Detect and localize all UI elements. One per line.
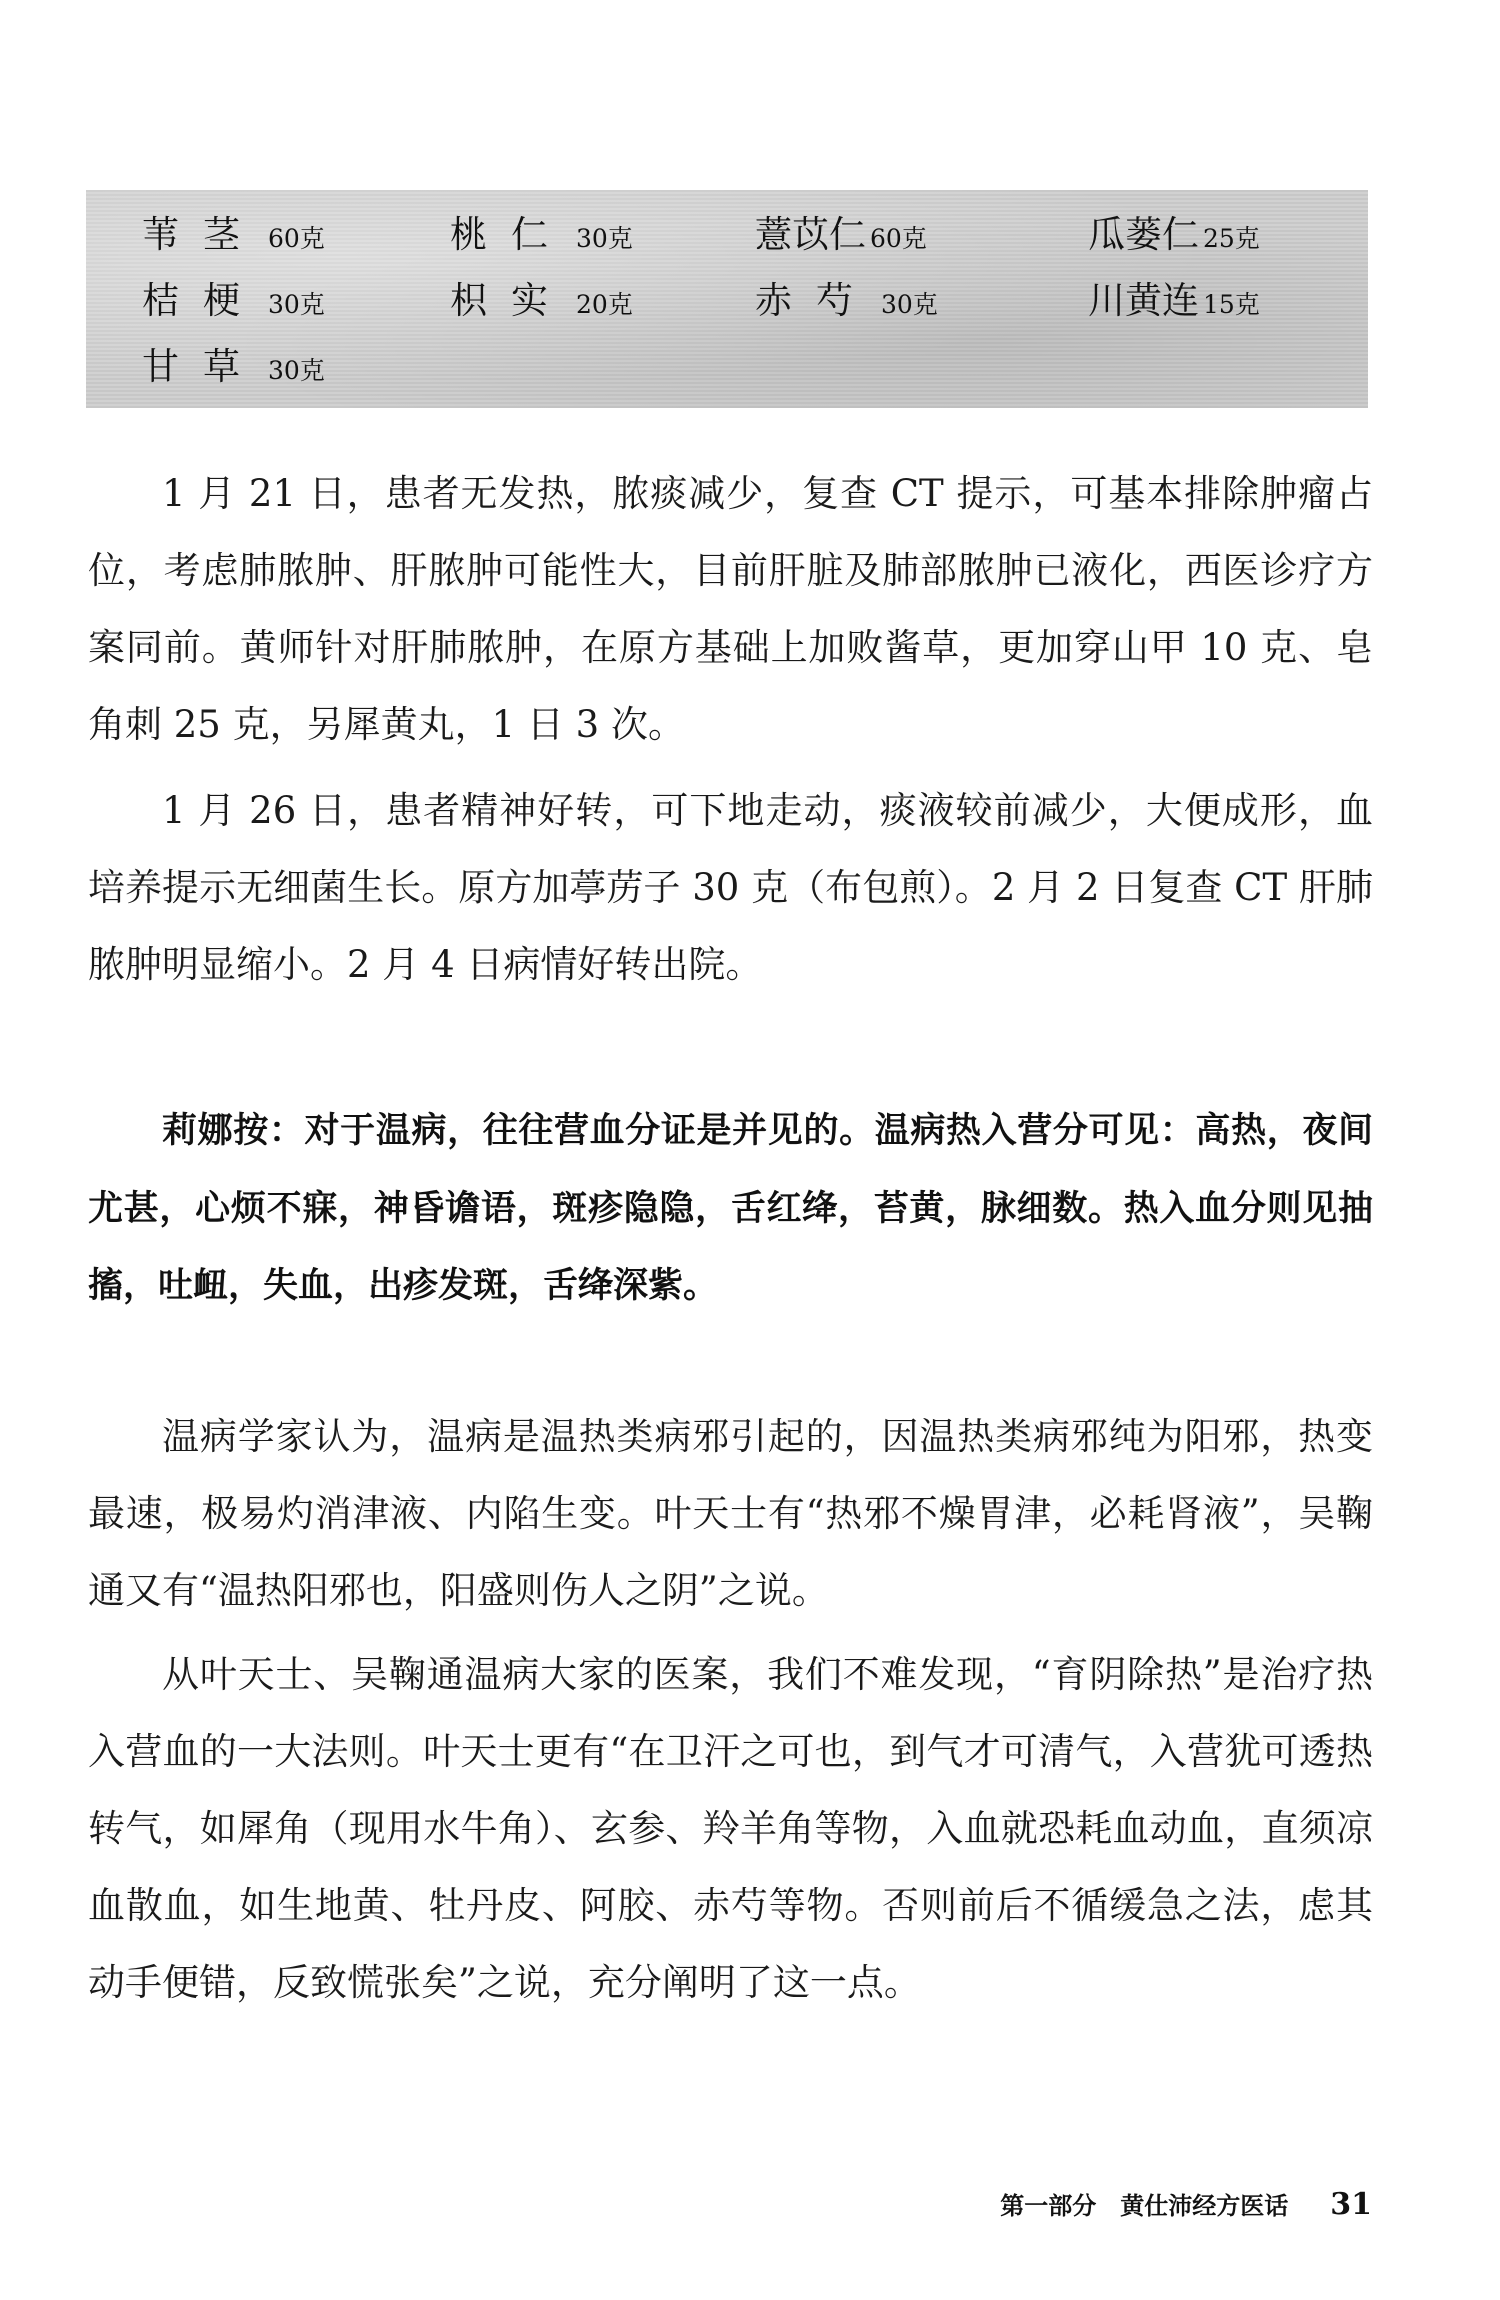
herb-name: 川黄连: [1088, 279, 1199, 322]
herb-dose: 30克: [576, 224, 633, 253]
running-footer-title: 第一部分 黄仕沛经方医话: [1000, 2192, 1289, 2220]
herb-name: 赤芍: [755, 279, 877, 322]
herb-dose: 60克: [870, 224, 927, 253]
commentary-note: [88, 1092, 1373, 1324]
herb-name: 薏苡仁: [755, 213, 866, 256]
page-number: 31: [1330, 2187, 1372, 2222]
herb-item: [142, 336, 450, 402]
prescription-box: [86, 190, 1368, 408]
herb-dose: 15克: [1203, 290, 1260, 319]
herb-item: [142, 204, 450, 270]
herb-name: 苇茎: [142, 213, 264, 256]
commentary-text: 对于温病，往往营血分证是并见的。温病热入营分可见：高热，夜间尤甚，心烦不寐，神昏谵语，斑疹隐隐，舌红绛，苔黄，脉细数。热入血分则见抽搐，吐衄，失血，出疹发斑，舌绛深紫。: [88, 1110, 1373, 1306]
herb-name: 桃仁: [450, 213, 572, 256]
herb-item: [142, 270, 450, 336]
herb-name: 瓜蒌仁: [1088, 213, 1199, 256]
paragraph-nourish-yin-principle: 从叶天士、吴鞠通温病大家的医案，我们不难发现，“育阴除热”是治疗热入营血的一大法则。叶天士更有“在卫汗之可也，到气才可清气，入营犹可透热转气，如犀角（现用水牛角）、玄参、羚羊角等物，入血就恐耗血动血，直须凉血散血，如生地黄、牡丹皮、阿胶、赤芍等物。否则前后不循缓急之法，虑其动手便错，反致慌张矣”之说，充分阐明了这一点。: [88, 1653, 1373, 2004]
herb-dose: 60克: [268, 224, 325, 253]
herb-item: [1088, 270, 1342, 336]
herb-item: [450, 270, 755, 336]
paragraph-warm-disease-theory: 温病学家认为，温病是温热类病邪引起的，因温热类病邪纯为阳邪，热变最速，极易灼消津液、内陷生变。叶天士有“热邪不燥胃津，必耗肾液”，吴鞠通又有“温热阳邪也，阳盛则伤人之阴”之说。: [88, 1415, 1373, 1612]
herb-item: [755, 270, 1088, 336]
herb-name: 甘草: [142, 345, 264, 388]
herb-dose: 25克: [1203, 224, 1260, 253]
herb-name: 桔梗: [142, 279, 264, 322]
page-footer: [1000, 2186, 1372, 2222]
herb-dose: 30克: [881, 290, 938, 319]
herb-dose: 30克: [268, 356, 325, 385]
case-paragraph-jan26: 1 月 26 日，患者精神好转，可下地走动，痰液较前减少，大便成形，血培养提示无细菌生长。原方加葶苈子 30 克（布包煎）。2 月 2 日复查 CT 肝肺脓肿明显缩小。2 月 4 日病情好转出院。: [88, 789, 1373, 986]
herb-name: 枳实: [450, 279, 572, 322]
herb-item: [755, 204, 1088, 270]
herb-item: [1088, 204, 1342, 270]
herb-dose: 30克: [268, 290, 325, 319]
herb-list: [142, 204, 1342, 402]
herb-dose: 20克: [576, 290, 633, 319]
case-paragraph-jan21: 1 月 21 日，患者无发热，脓痰减少，复查 CT 提示，可基本排除肿瘤占位，考虑肺脓肿、肝脓肿可能性大，目前肝脏及肺部脓肿已液化，西医诊疗方案同前。黄师针对肝肺脓肿，在原方基础上加败酱草，更加穿山甲 10 克、皂角刺 25 克，另犀黄丸，1 日 3 次。: [88, 472, 1373, 746]
commentary-label: 莉娜按：: [162, 1111, 305, 1151]
herb-item: [450, 204, 755, 270]
